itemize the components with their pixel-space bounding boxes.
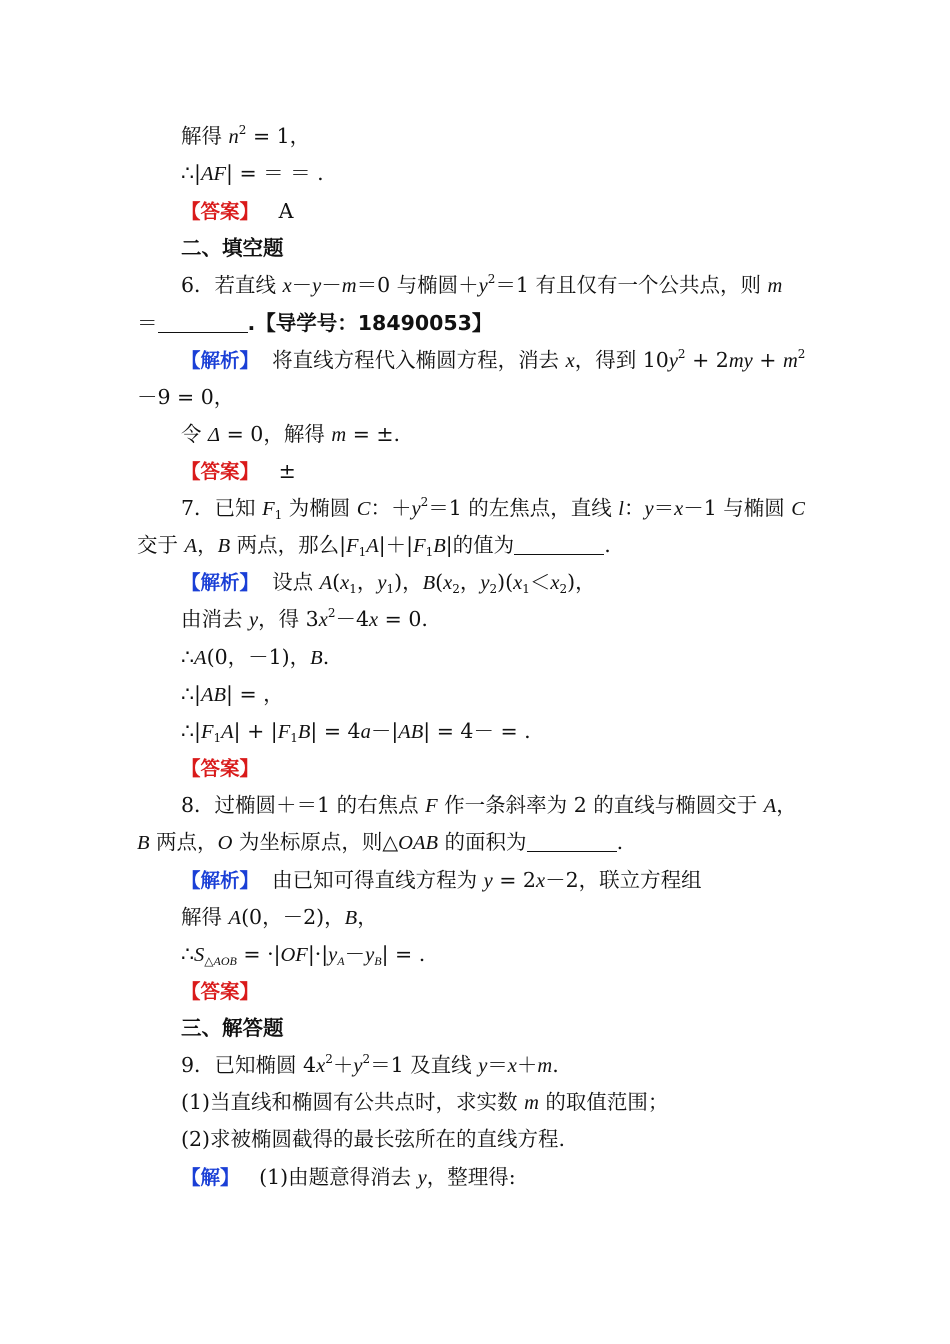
answer-blank[interactable] bbox=[158, 314, 248, 333]
solution-tag: 【解】 bbox=[181, 1166, 240, 1189]
analysis-tag: 【解析】 bbox=[181, 869, 260, 892]
q5-line-1: 解得 $n^2 = 1$， bbox=[181, 123, 311, 148]
q7-solution-1: 【解析】 设点 $A(x_1$，$y_1$)，$B(x_2$，$y_2)(x_1<x_2)$， bbox=[181, 570, 596, 596]
analysis-tag: 【解析】 bbox=[181, 571, 260, 594]
q5-answer: 【答案】 A bbox=[181, 199, 294, 223]
q5-line-2: ∴|AF| = ＝ ＝ . bbox=[181, 161, 324, 185]
q9-line-3: (2)求被椭圆截得的最长弦所在的直线方程. bbox=[181, 1127, 566, 1151]
answer-tag: 【答案】 bbox=[181, 980, 260, 1003]
q8-solution-3: $\therefore S_{\triangle AOB} = \cdot|OF|\cdot|y_A-y_B|$ = . bbox=[181, 942, 426, 968]
q8-line-2: B 两点，O 为坐标原点，则△OAB 的面积为 . bbox=[137, 830, 624, 854]
answer-blank[interactable] bbox=[527, 833, 617, 852]
q9-line-2: (1)当直线和椭圆有公共点时，求实数 m 的取值范围； bbox=[181, 1090, 669, 1114]
q7-solution-4: ∴|AB| = ， bbox=[181, 682, 284, 706]
q9-line-1: 9．已知椭圆 $4x^2+y^2=1$ 及直线 y＝x＋m. bbox=[181, 1052, 559, 1077]
answer-blank[interactable] bbox=[514, 536, 604, 555]
q7-line-1: 7．已知 $F_1$ 为椭圆 C：$+y^2=1$ 的左焦点，直线 l：y＝x－1 与椭圆 C bbox=[181, 495, 805, 522]
q8-solution-1: 【解析】 由已知可得直线方程为 y = 2x－2，联立方程组 bbox=[181, 868, 702, 892]
q8-solution-2: 解得 A(0，－2)，B， bbox=[181, 905, 378, 929]
q6-solution-1: 【解析】 将直线方程代入椭圆方程，消去 x，得到 $10y^2 + 2my + m^2$ bbox=[181, 347, 806, 372]
analysis-tag: 【解析】 bbox=[181, 349, 260, 372]
q8-answer bbox=[181, 976, 259, 1007]
q7-answer bbox=[181, 753, 259, 784]
q7-solution-3: ∴A(0，－1)，B. bbox=[181, 645, 330, 669]
q8-line-1: 8．过椭圆＋＝1 的右焦点 F 作一条斜率为 2 的直线与椭圆交于 A， bbox=[181, 793, 797, 817]
section-answer-heading: 三、解答题 bbox=[181, 1016, 284, 1040]
q6-line-1: 6．若直线 x－y－m＝0 与椭圆$+y^2=1$ 有且仅有一个公共点，则 m bbox=[181, 272, 783, 297]
q7-line-2: 交于 A，B 两点，那么$|F_1A|+|F_1B|$的值为 . bbox=[137, 533, 611, 559]
q7-solution-5: $\therefore|F_1A| + |F_1B| = 4a-|AB| = 4-$ = . bbox=[181, 719, 531, 745]
answer-tag: 【答案】 bbox=[181, 757, 260, 780]
q6-solution-2: －9 = 0， bbox=[137, 385, 235, 409]
q6-line-2: ＝ .【导学号：18490053】 bbox=[137, 311, 493, 335]
section-fill-blank-heading: 二、填空题 bbox=[181, 236, 284, 260]
answer-tag: 【答案】 bbox=[181, 460, 260, 483]
q6-answer: 【答案】 ± bbox=[181, 459, 296, 483]
q6-solution-3: 令 Δ = 0，解得 m = ±. bbox=[181, 422, 401, 446]
q9-solution-1: 【解】 (1)由题意得消去 y，整理得: bbox=[181, 1165, 516, 1189]
answer-tag: 【答案】 bbox=[181, 200, 260, 223]
q7-solution-2: 由消去 y，得 $3x^2-4x = 0$. bbox=[181, 606, 428, 631]
